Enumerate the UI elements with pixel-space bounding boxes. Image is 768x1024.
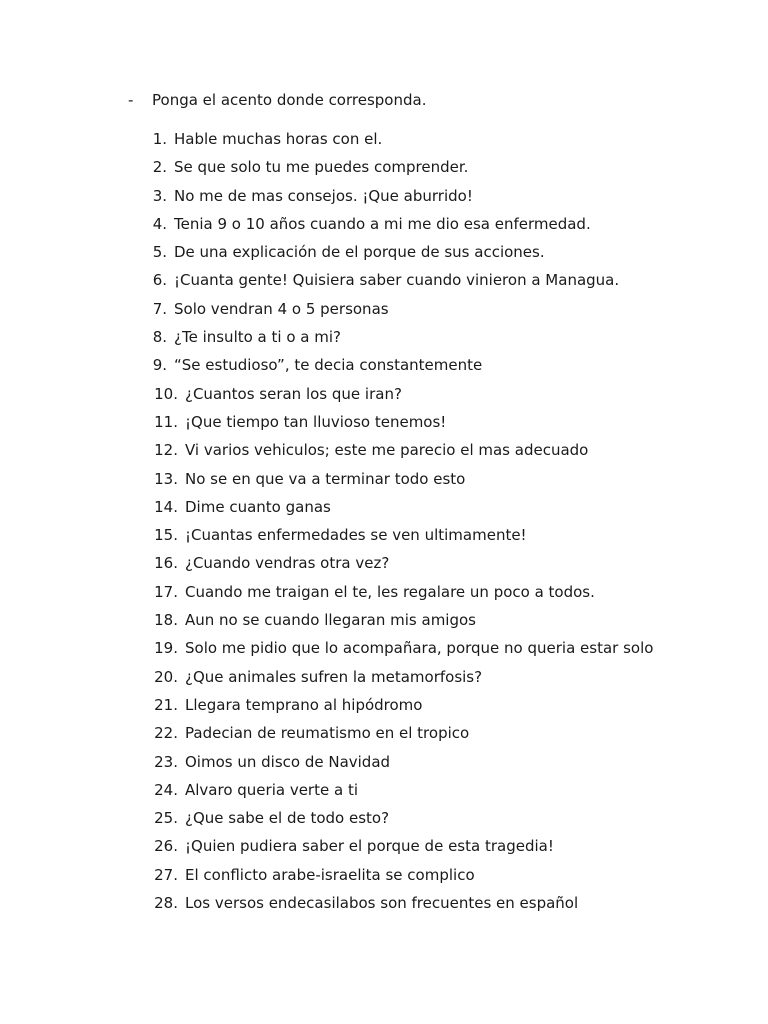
item-text: Se que solo tu me puedes comprender. [174,158,469,177]
item-number: 4. [152,214,167,233]
list-item [150,637,653,665]
item-number: 9. [152,356,167,375]
item-number: 27. [154,865,178,884]
item-text: ¿Cuantos seran los que iran? [185,384,402,403]
list-item [150,524,653,552]
item-text: Alvaro queria verte a ti [185,780,358,799]
item-text: No se en que va a terminar todo esto [185,469,466,488]
item-number: 11. [154,412,178,431]
item-text: Oimos un disco de Navidad [185,752,391,771]
list-item [150,581,653,609]
item-number: 28. [154,894,178,913]
list-item [150,241,653,269]
list-item [150,609,653,637]
item-text: ¡Quien pudiera saber el porque de esta tragedia! [185,837,554,856]
item-text: “Se estudioso”, te decia constantemente [174,356,483,375]
item-text: Aun no se cuando llegaran mis amigos [185,611,476,630]
list-item [150,552,653,580]
item-number: 24. [154,780,178,799]
item-number: 20. [154,667,178,686]
item-number: 7. [152,299,167,318]
item-text: ¿Te insulto a ti o a mi? [174,328,341,347]
instruction-line [128,90,426,110]
list-item [150,185,653,213]
item-number: 25. [154,809,178,828]
list-item [150,128,653,156]
list-item [150,496,653,524]
item-text: ¡Cuanta gente! Quisiera saber cuando vinieron a Managua. [174,271,620,290]
item-number: 10. [154,384,178,403]
list-item [150,156,653,184]
list-item [150,694,653,722]
item-number: 26. [154,837,178,856]
item-text: De una explicación de el porque de sus acciones. [174,243,545,262]
item-number: 19. [154,639,178,658]
item-text: Tenia 9 o 10 años cuando a mi me dio esa enfermedad. [174,214,591,233]
item-text: El conflicto arabe-israelita se complico [185,865,475,884]
item-text: Padecian de reumatismo en el tropico [185,724,470,743]
list-item [150,751,653,779]
list-item [150,383,653,411]
item-number: 13. [154,469,178,488]
instruction-text: Ponga el acento donde corresponda. [152,91,427,109]
item-number: 12. [154,441,178,460]
item-number: 6. [152,271,167,290]
list-item [150,326,653,354]
item-number: 8. [152,328,167,347]
item-number: 21. [154,695,178,714]
item-text: Vi varios vehiculos; este me parecio el mas adecuado [185,441,589,460]
item-number: 2. [152,158,167,177]
item-text: Solo me pidio que lo acompañara, porque no queria estar solo [185,639,654,658]
exercise-list [150,128,653,920]
item-text: Dime cuanto ganas [185,497,331,516]
item-text: Solo vendran 4 o 5 personas [174,299,389,318]
list-item [150,864,653,892]
list-item [150,835,653,863]
item-text: Hable muchas horas con el. [174,130,383,148]
list-item [150,354,653,382]
list-item [150,807,653,835]
item-number: 3. [152,186,167,205]
item-number: 23. [154,752,178,771]
item-number: 17. [154,582,178,601]
item-number: 18. [154,611,178,630]
item-text: ¡Cuantas enfermedades se ven ultimamente! [185,526,527,545]
item-number: 15. [154,526,178,545]
item-number: 16. [154,554,178,573]
list-item [150,666,653,694]
list-item [150,213,653,241]
item-text: ¿Que sabe el de todo esto? [185,809,390,828]
item-number: 22. [154,724,178,743]
item-number: 1. [152,130,167,148]
list-item [150,439,653,467]
item-number: 5. [152,243,167,262]
item-text: Cuando me traigan el te, les regalare un poco a todos. [185,582,595,601]
item-text: ¡Que tiempo tan lluvioso tenemos! [185,412,447,431]
list-item [150,298,653,326]
list-item [150,722,653,750]
item-text: ¿Que animales sufren la metamorfosis? [185,667,483,686]
list-item [150,411,653,439]
item-text: No me de mas consejos. ¡Que aburrido! [174,186,473,205]
item-text: ¿Cuando vendras otra vez? [185,554,390,573]
item-number: 14. [154,497,178,516]
list-item [150,269,653,297]
list-item [150,468,653,496]
instruction-bullet: - [128,91,134,109]
item-text: Llegara temprano al hipódromo [185,695,423,714]
list-item [150,779,653,807]
list-item [150,892,653,920]
item-text: Los versos endecasilabos son frecuentes en español [185,894,579,913]
